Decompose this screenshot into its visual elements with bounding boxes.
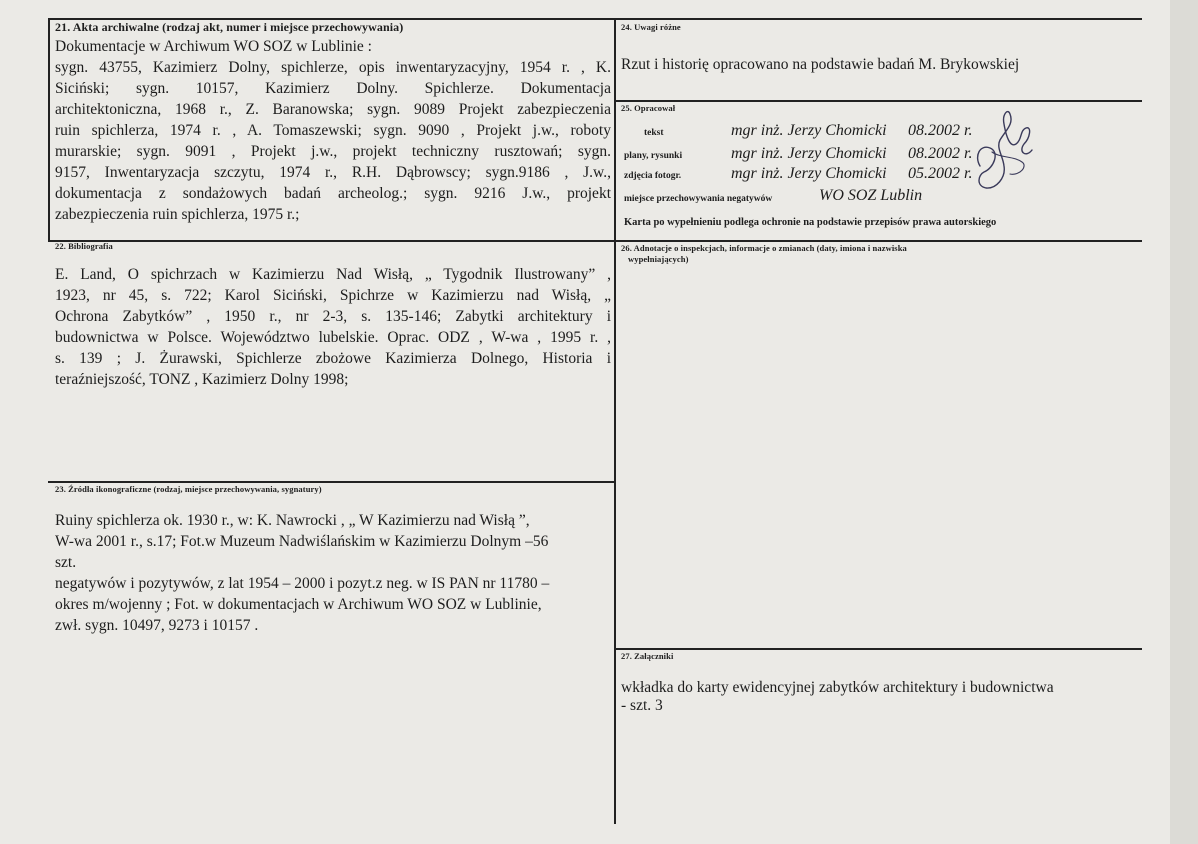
s21-line: Siciński; sygn. 10157, Kazimierz Dolny. Spichlerze. Dokumentacja	[55, 80, 611, 97]
s21-line: dokumentacja z sondażowych badań archeolog.; sygn. 9216 J.w., projekt	[55, 185, 611, 202]
s23-line: zwł. sygn. 10497, 9273 i 10157 .	[55, 617, 259, 634]
s21-line: sygn. 43755, Kazimierz Dolny, spichlerze, opis inwentaryzacyjny, 1954 r. , K.	[55, 59, 611, 76]
s21-line: Dokumentacje w Archiwum WO SOZ w Lublinie :	[55, 38, 372, 55]
s22-line: Ochrona Zabytków” , 1950 r., nr 2-3, s. 135-146; Zabytki architektury i	[55, 308, 611, 325]
section-24-header: 24. Uwagi różne	[621, 22, 681, 32]
storage-label: miejsce przechowywania negatywów	[624, 194, 773, 204]
section-23-header: 23. Źródła ikonograficzne (rodzaj, miejsce przechowywania, sygnatury)	[55, 484, 322, 494]
s22-line: s. 139 ; J. Żurawski, Spichlerze zbożowe Kazimierza Dolnego, Historia i	[55, 350, 611, 367]
author-row-value: mgr inż. Jerzy Chomicki	[731, 165, 887, 182]
section-23-text	[55, 510, 611, 636]
rule-s23	[48, 481, 615, 483]
s22-line: E. Land, O spichrzach w Kazimierzu Nad Wisłą, „ Tygodnik Ilustrowany” ,	[55, 266, 611, 283]
s22-line: 1923, nr 45, s. 722; Karol Siciński, Spichrze w Kazimierzu nad Wisłą, „	[55, 287, 611, 304]
rule-s27	[615, 648, 1142, 650]
section-25-header: 25. Opracował	[621, 103, 676, 113]
section-22-text	[55, 264, 611, 390]
rule-s25	[615, 100, 1142, 102]
storage-value: WO SOZ Lublin	[819, 187, 923, 204]
author-row-value: mgr inż. Jerzy Chomicki	[731, 145, 887, 162]
s23-line: szt.	[55, 554, 77, 571]
section-21-header: 21. Akta archiwalne (rodzaj akt, numer i miejsce przechowywania)	[55, 20, 404, 34]
section-21-text	[55, 36, 611, 225]
author-row-label: plany, rysunki	[624, 151, 683, 161]
column-divider	[614, 18, 616, 824]
section-24-text: Rzut i historię opracowano na podstawie badań M. Brykowskiej	[621, 56, 1020, 73]
section-27-header: 27. Załączniki	[621, 651, 674, 661]
author-row-label: tekst	[644, 128, 664, 138]
s23-line: Ruiny spichlerza ok. 1930 r., w: K. Nawrocki , „ W Kazimierzu nad Wisłą ”,	[55, 512, 530, 529]
s21-line: architektoniczna, 1968 r., Z. Baranowska; sygn. 9089 Projekt zabezpieczenia	[55, 101, 611, 118]
author-row-date: 05.2002 r.	[908, 165, 973, 182]
author-row-date: 08.2002 r.	[908, 145, 973, 162]
s21-line: 9157, Inwentaryzacja szczytu, 1974 r., R.H. Dąbrowscy; sygn.9186 , J.w.,	[55, 164, 611, 181]
s22-line: teraźniejszość, TONZ , Kazimierz Dolny 1998;	[55, 371, 349, 388]
section-26-header: 26. Adnotacje o inspekcjach, informacje o zmianach (daty, imiona i nazwiska	[621, 243, 907, 253]
attachment-line: - szt. 3	[621, 697, 663, 714]
s23-line: okres m/wojenny ; Fot. w dokumentacjach w Archiwum WO SOZ w Lublinie,	[55, 596, 542, 613]
s22-line: budownictwa w Polsce. Województwo lubelskie. Oprac. ODZ , W-wa , 1995 r. ,	[55, 329, 611, 346]
copyright-note: Karta po wypełnieniu podlega ochronie na podstawie przepisów prawa autorskiego	[624, 217, 997, 228]
section-26-header-cont: wypełniających)	[628, 254, 689, 264]
author-row-date: 08.2002 r.	[908, 122, 973, 139]
s21-line: ruin spichlerza, 1974 r. , A. Tomaszewski; sygn. 9090 , Projekt j.w., roboty	[55, 122, 611, 139]
author-row-value: mgr inż. Jerzy Chomicki	[731, 122, 887, 139]
card-edge	[1170, 0, 1198, 844]
handwritten-signature	[970, 104, 1040, 192]
author-row-label: zdjęcia fotogr.	[624, 171, 682, 181]
s23-line: negatywów i pozytywów, z lat 1954 – 2000 i pozyt.z neg. w IS PAN nr 11780 –	[55, 575, 550, 592]
s21-line: zabezpieczenia ruin spichlerza, 1975 r.;	[55, 206, 300, 223]
rule-s22	[48, 240, 1142, 242]
attachment-line: wkładka do karty ewidencyjnej zabytków architektury i budownictwa	[621, 679, 1054, 696]
s23-line: W-wa 2001 r., s.17; Fot.w Muzeum Nadwiślańskim w Kazimierzu Dolnym –56	[55, 533, 549, 550]
left-rule-s21	[48, 18, 50, 242]
s21-line: murarskie; sygn. 9091 , Projekt j.w., projekt techniczny rusztowań; sygn.	[55, 143, 611, 160]
section-22-header: 22. Bibliografia	[55, 241, 113, 251]
